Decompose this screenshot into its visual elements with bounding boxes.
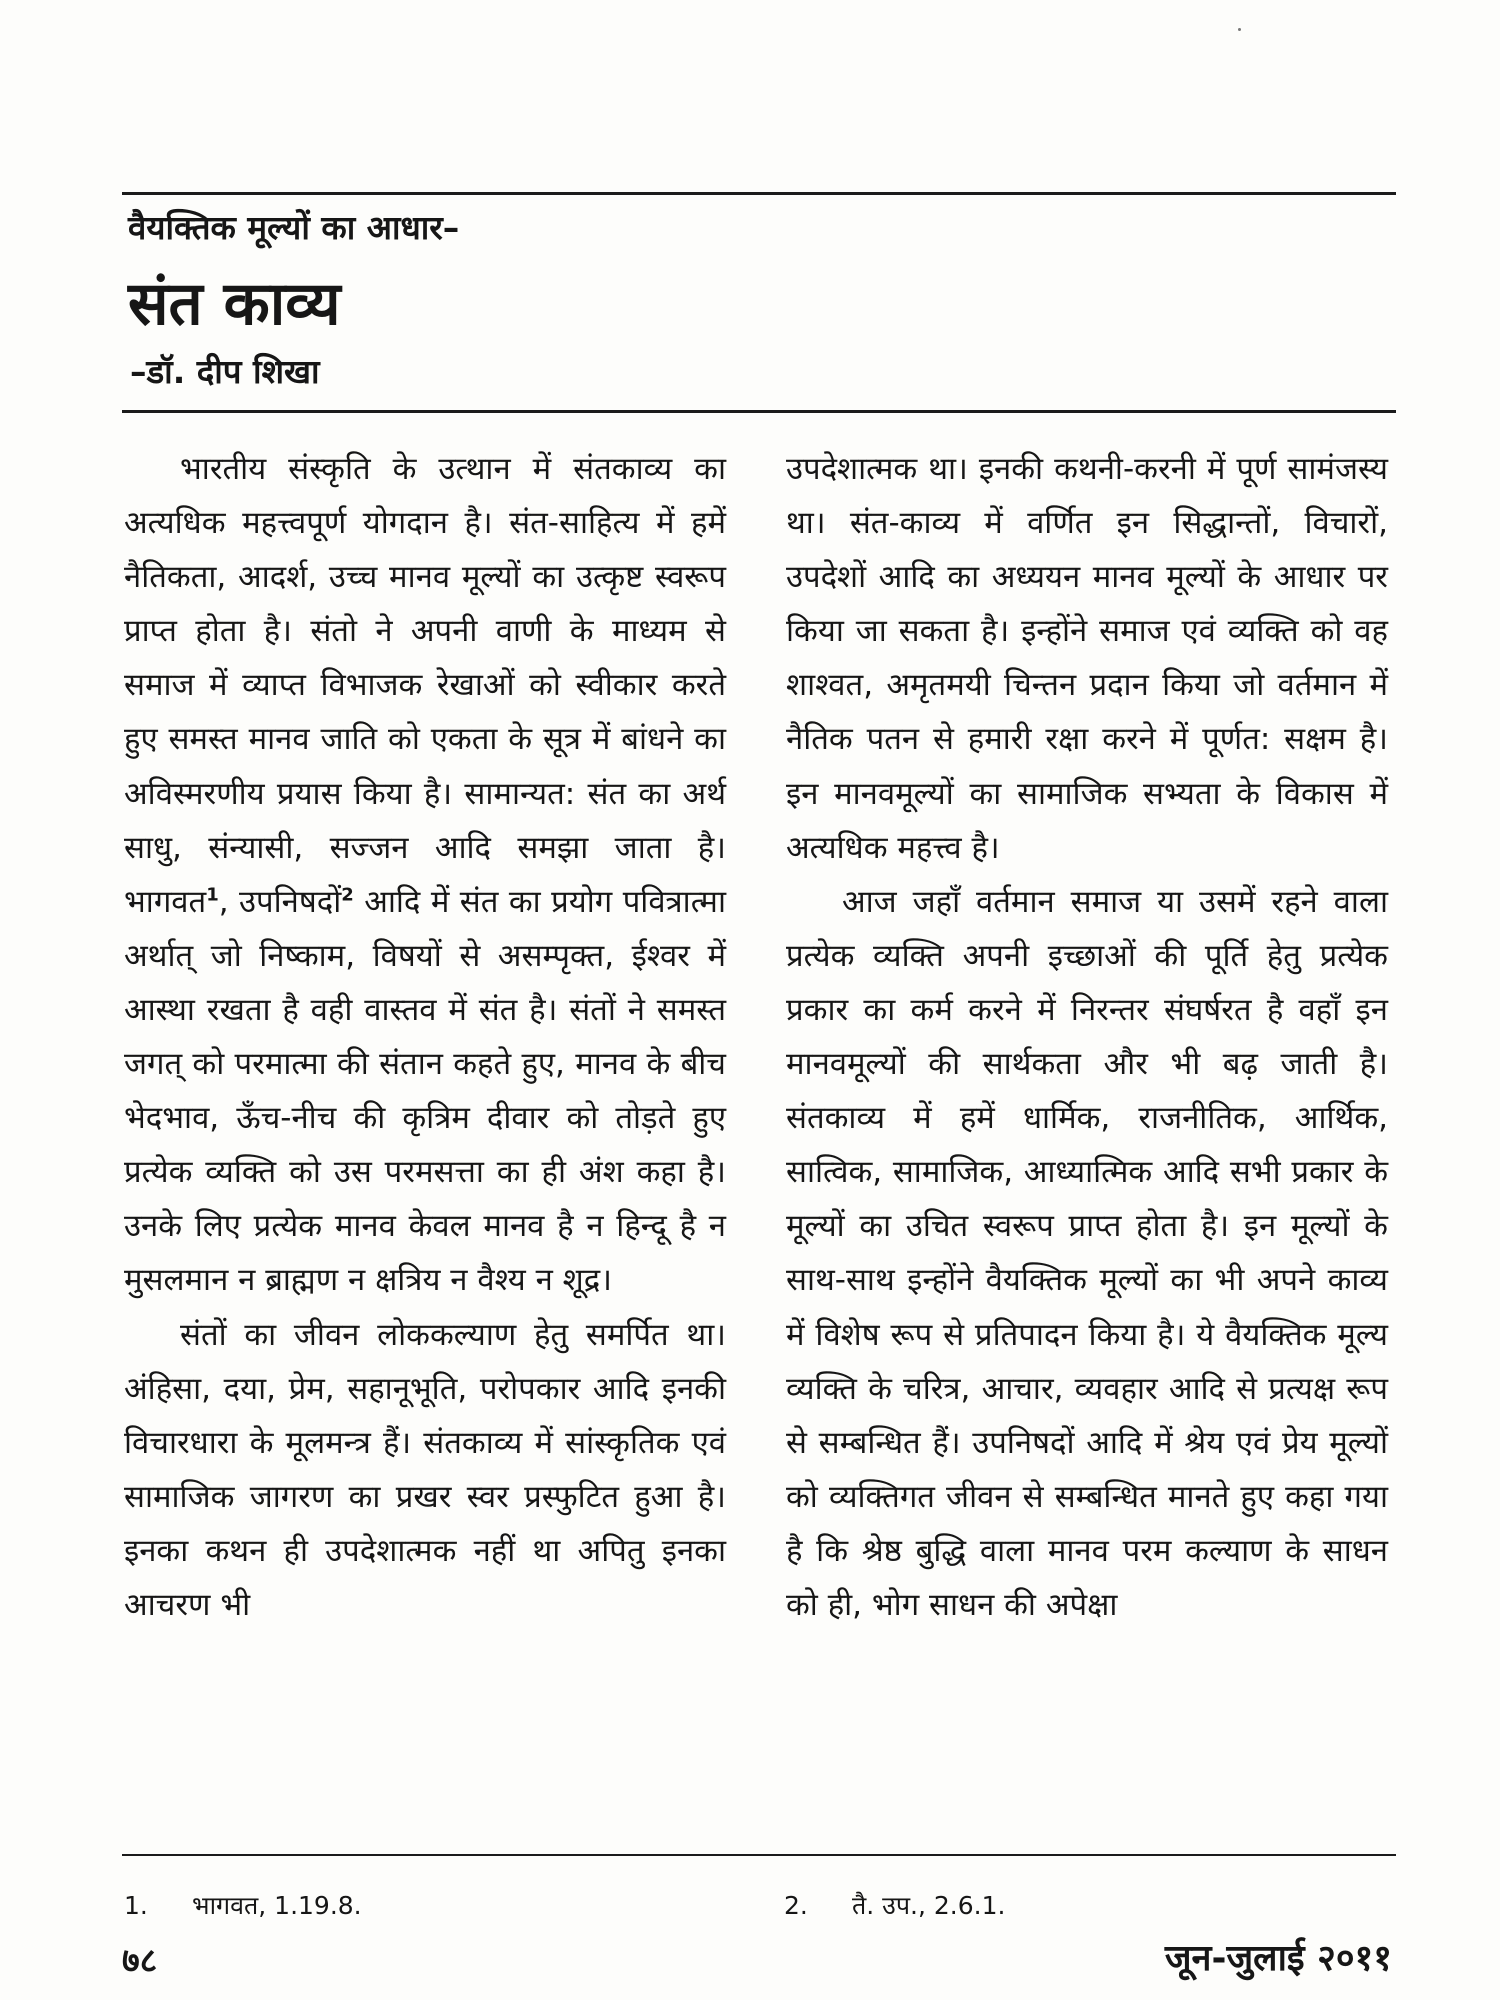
article-header (122, 200, 1396, 405)
article-author: –डॉ. दीप शिखा (130, 352, 320, 391)
footnote-number: 1. (124, 1891, 148, 1920)
header-bottom-rule (122, 410, 1396, 413)
footnotes (124, 1888, 1394, 1928)
footnote-1 (124, 1888, 362, 1922)
header-top-rule (122, 192, 1396, 195)
issue-date: जून-जुलाई २०११ (1164, 1938, 1392, 1979)
paragraph: संतों का जीवन लोककल्याण हेतु समर्पित था। अंहिसा, दया, प्रेम, सहानूभूति, परोपकार आदि इनकी विचारधारा के मूलमन्त्र हैं। संतकाव्य में सांस्कृतिक एवं सामाजिक जागरण का प्रखर स्वर प्रस्फुटित हुआ है। इनका कथन ही उपदेशात्मक नहीं था अपितु इनका आचरण भी (124, 1316, 726, 1623)
text-column-left (124, 442, 726, 1632)
text-column-right (786, 442, 1388, 1632)
page-number: ७८ (122, 1941, 158, 1981)
paragraph: आज जहाँ वर्तमान समाज या उसमें रहने वाला प्रत्येक व्यक्ति अपनी इच्छाओं की पूर्ति हेतु प्रत्येक प्रकार का कर्म करने में निरन्तर संघर्षरत है वहाँ इन मानवमूल्यों की सार्थकता और भी बढ़ जाती है। संतकाव्य में हमें धार्मिक, राजनीतिक, आर्थिक, सात्विक, सामाजिक, आध्यात्मिक आदि सभी प्रकार के मूल्यों का उचित स्वरूप प्राप्त होता है। इन मूल्यों के साथ-साथ इन्होंने वैयक्तिक मूल्यों का भी अपने काव्य में विशेष रूप से प्रतिपादन किया है। ये वैयक्तिक मूल्य व्यक्ति के चरित्र, आचार, व्यवहार आदि से प्रत्यक्ष रूप से सम्बन्धित हैं। उपनिषदों आदि में श्रेय एवं प्रेय मूल्यों को व्यक्तिगत जीवन से सम्बन्धित मानते हुए कहा गया है कि श्रेष्ठ बुद्धि वाला मानव परम कल्याण के साधन को ही, भोग साधन की अपेक्षा (786, 883, 1388, 1623)
footnote-ref-1[interactable]: 1 (206, 884, 219, 906)
paragraph-continued: उपदेशात्मक था। इनकी कथनी-करनी में पूर्ण सामंजस्य था। संत-काव्य में वर्णित इन सिद्धान्तों, विचारों, उपदेशों आदि का अध्ययन मानव मूल्यों के आधार पर किया जा सकता है। इन्होंने समाज एवं व्यक्ति को वह शाश्वत, अमृतमयी चिन्तन प्रदान किया जो वर्तमान में नैतिक पतन से हमारी रक्षा करने में पूर्णत: सक्षम है। इन मानवमूल्यों का सामाजिक सभ्यता के विकास में अत्यधिक महत्त्व है। (786, 451, 1388, 866)
article-subtitle: वैयक्तिक मूल्यों का आधार– (128, 208, 460, 247)
article-title: संत काव्य (128, 269, 341, 339)
footnote-rule (122, 1854, 1396, 1856)
footnote-ref-2[interactable]: 2 (341, 884, 354, 906)
footnote-text: तै. उप., 2.6.1. (852, 1891, 1006, 1920)
paragraph: भारतीय संस्कृति के उत्थान में संतकाव्य का अत्यधिक महत्त्वपूर्ण योगदान है। संत-साहित्य में हमें नैतिकता, आदर्श, उच्च मानव मूल्यों का उत्कृष्ट स्वरूप प्राप्त होता है। संतो ने अपनी वाणी के माध्यम से समाज में व्याप्त विभाजक रेखाओं को स्वीकार करते हुए समस्त मानव जाति को एकता के सूत्र में बांधने का अविस्मरणीय प्रयास किया है। सामान्यत: संत का अर्थ साधु, संन्यासी, सज्जन आदि समझा जाता है। भागवत$^1$, उपनिषदों$^2$ आदि में संत का प्रयोग पवित्रात्मा अर्थात् जो निष्काम, विषयों से असम्पृक्त, ईश्वर में आस्था रखता है वही वास्तव में संत है। संतों ने समस्त जगत् को परमात्मा की संतान कहते हुए, मानव के बीच भेदभाव, ऊँच-नीच की कृत्रिम दीवार को तोड़ते हुए प्रत्येक व्यक्ति को उस परमसत्ता का ही अंश कहा है। उनके लिए प्रत्येक मानव केवल मानव है न हिन्दू है न मुसलमान न ब्राह्मण न क्षत्रिय न वैश्य न शूद्र। (124, 451, 726, 1299)
footnote-2 (784, 1888, 1005, 1922)
footnote-number: 2. (784, 1891, 808, 1920)
footnote-text: भागवत, 1.19.8. (192, 1891, 362, 1920)
scan-speck (1238, 28, 1241, 31)
